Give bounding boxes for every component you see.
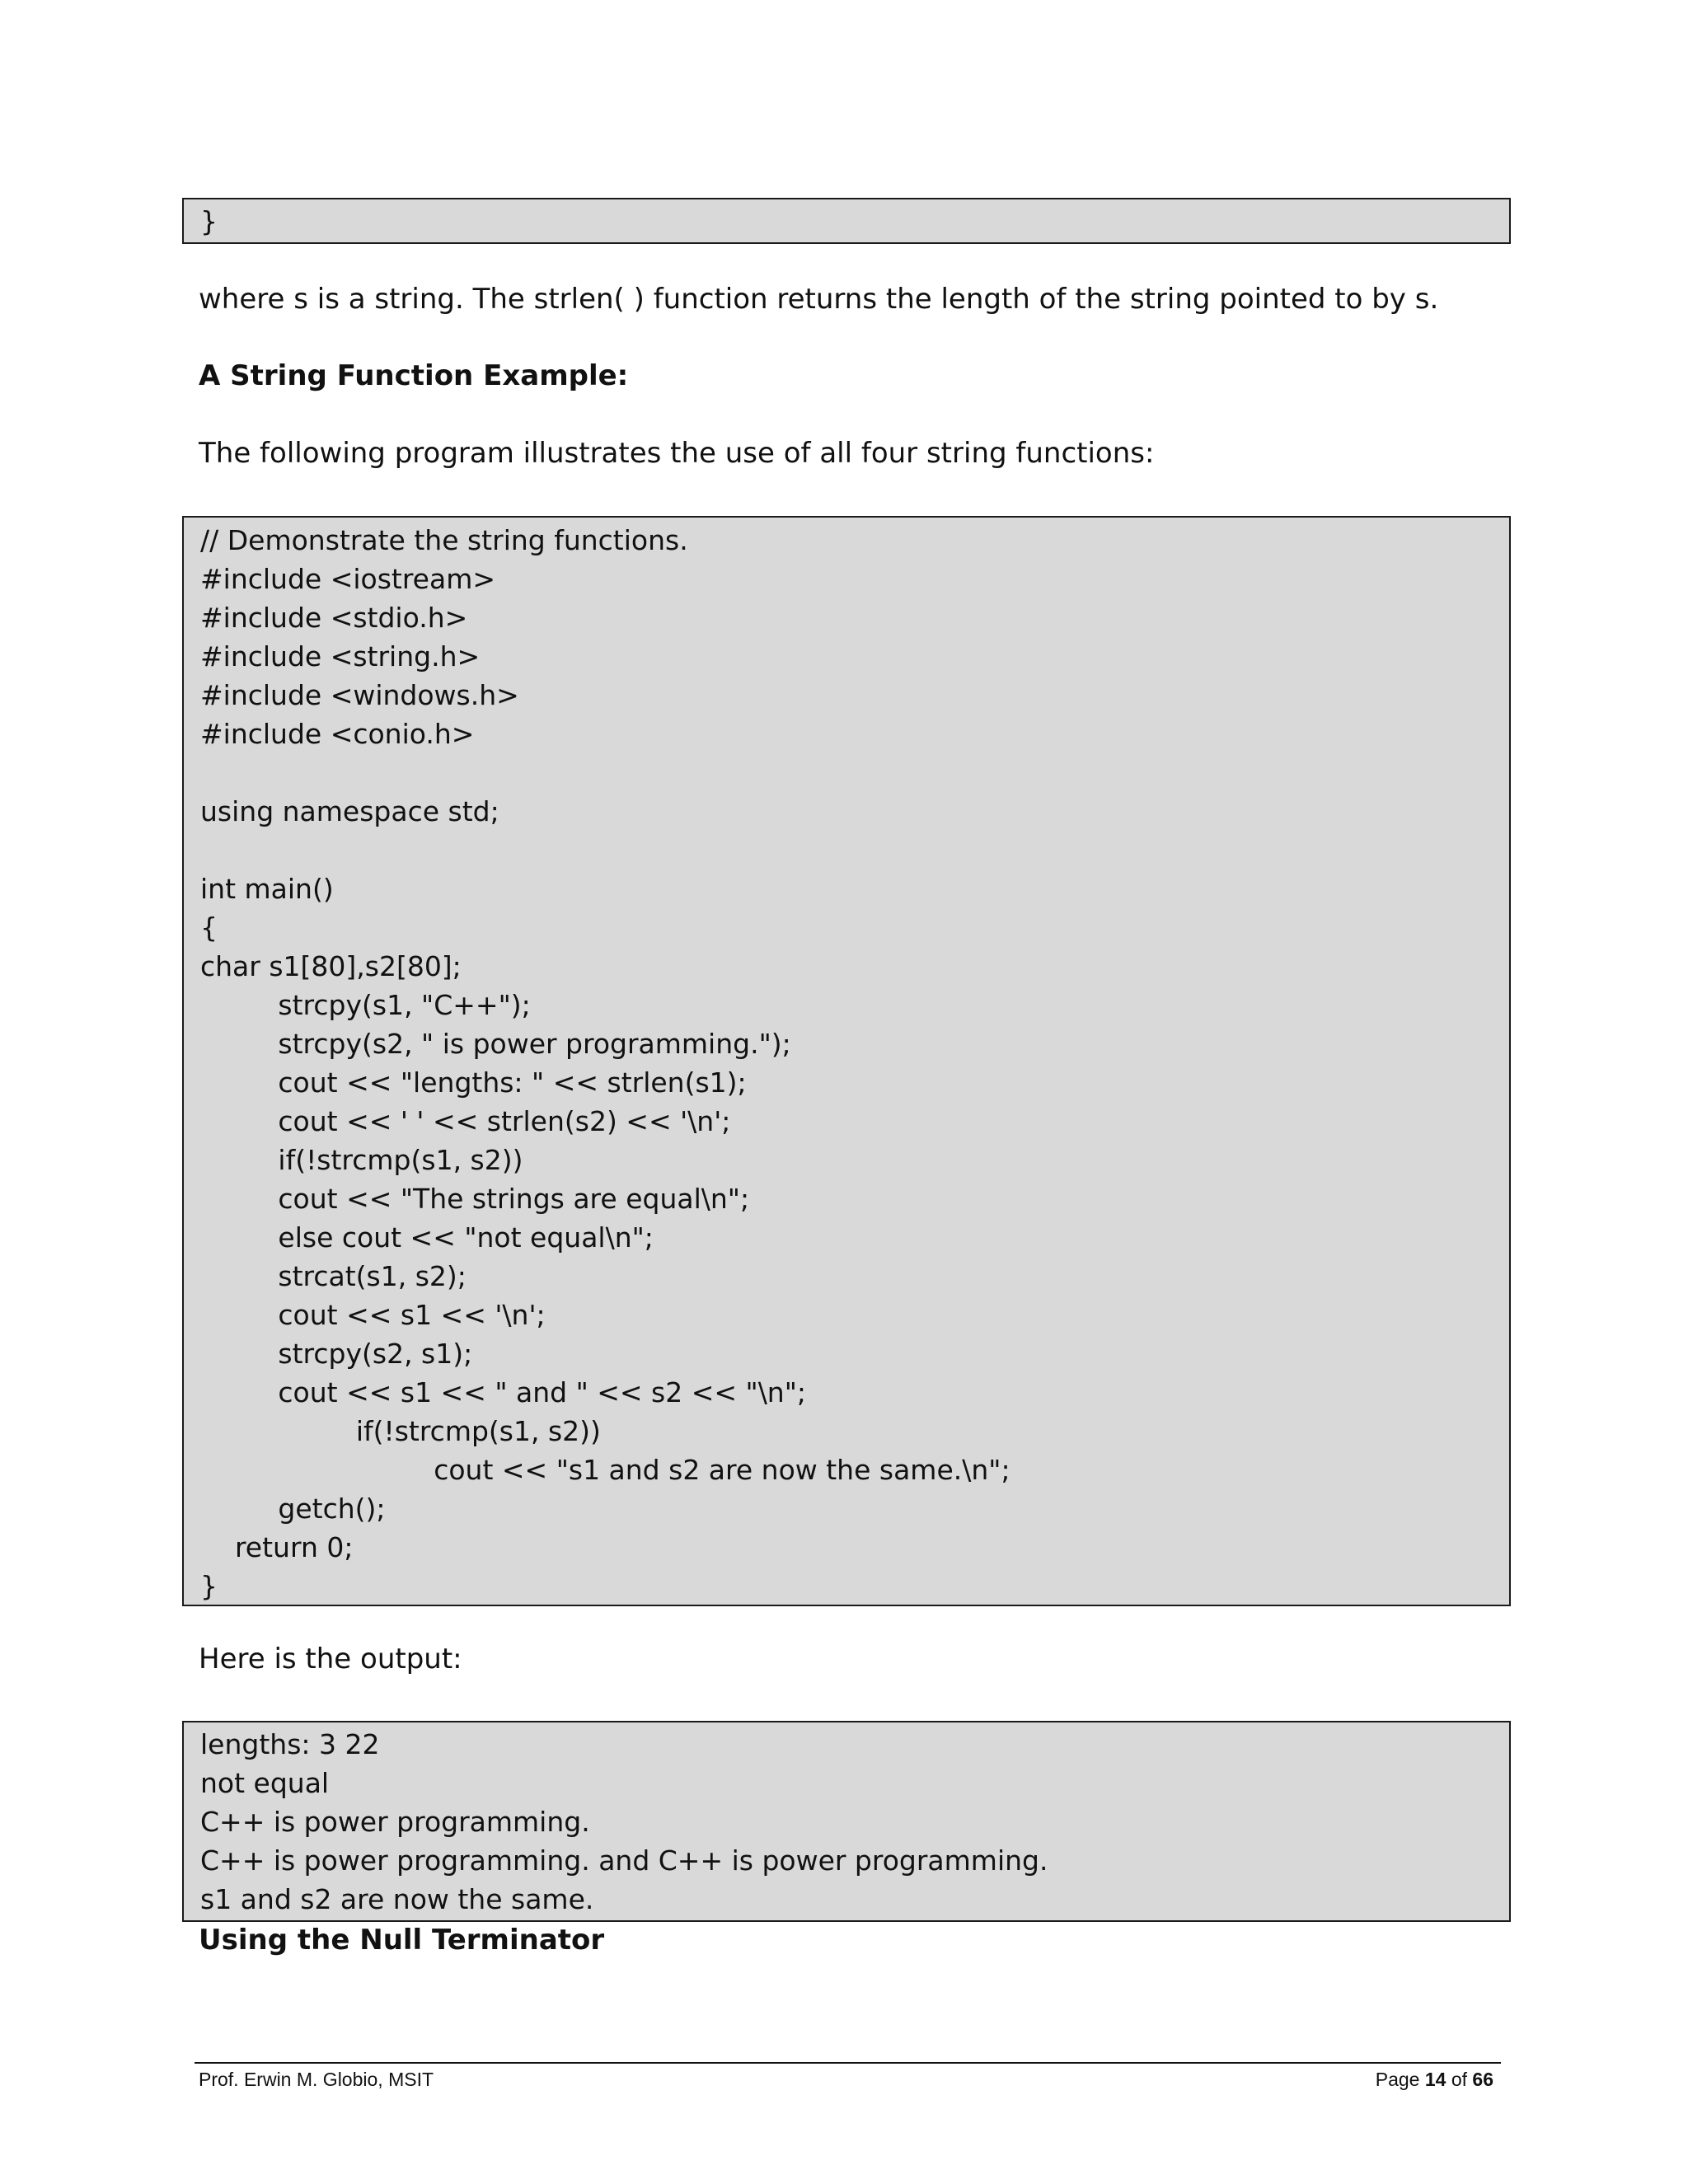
code-line: #include <string.h> (200, 640, 481, 673)
output-line: C++ is power programming. and C++ is power programming. (200, 1844, 1048, 1877)
output-line: C++ is power programming. (200, 1806, 590, 1838)
page-current: 14 (1424, 2069, 1447, 2090)
code-line: #include <conio.h> (200, 718, 475, 750)
output-line: lengths: 3 22 (200, 1728, 380, 1760)
output-line: not equal (200, 1767, 330, 1799)
intro-text: The following program illustrates the use of all four string functions: (199, 437, 1155, 470)
code-line (200, 831, 1509, 869)
footer-page-number (1376, 2067, 1493, 2092)
code-line: strcpy(s1, "C++"); (200, 989, 531, 1021)
footer-divider (195, 2062, 1501, 2064)
code-line: // Demonstrate the string functions. (200, 524, 688, 556)
code-box-output (182, 1721, 1511, 1922)
code-line: cout << s1 << '\n'; (200, 1299, 546, 1331)
output-line: s1 and s2 are now the same. (200, 1883, 594, 1915)
code-line: #include <iostream> (200, 563, 496, 595)
code-line: } (200, 205, 218, 237)
section-heading: A String Function Example: (199, 359, 629, 392)
code-line: cout << ' ' << strlen(s2) << '\n'; (200, 1105, 731, 1137)
code-line: if(!strcmp(s1, s2)) (200, 1415, 601, 1447)
code-line: strcpy(s2, s1); (200, 1338, 473, 1370)
code-line: cout << "lengths: " << strlen(s1); (200, 1066, 747, 1099)
code-line: } (200, 1570, 218, 1602)
code-line: char s1[80],s2[80]; (200, 950, 462, 982)
code-line: strcpy(s2, " is power programming."); (200, 1028, 791, 1060)
code-box-program (182, 516, 1511, 1606)
code-line: cout << "The strings are equal\n"; (200, 1183, 750, 1215)
strlen-description: where s is a string. The strlen( ) function returns the length of the string pointed to by s. (199, 283, 1439, 316)
code-line: using namespace std; (200, 795, 499, 827)
code-line: int main() (200, 873, 334, 905)
code-line: cout << s1 << " and " << s2 << "\n"; (200, 1376, 807, 1408)
output-intro: Here is the output: (199, 1643, 462, 1675)
code-line: { (200, 912, 218, 944)
code-line: cout << "s1 and s2 are now the same.\n"; (200, 1454, 1010, 1486)
code-line: getch(); (200, 1493, 386, 1525)
code-line (200, 753, 1509, 792)
page-of: of (1451, 2069, 1468, 2090)
code-line: strcat(s1, s2); (200, 1260, 467, 1292)
page-label: Page (1375, 2069, 1420, 2090)
page-total: 66 (1472, 2069, 1493, 2090)
code-line: if(!strcmp(s1, s2)) (200, 1144, 523, 1176)
section-heading-null-terminator: Using the Null Terminator (199, 1924, 605, 1957)
footer-author: Prof. Erwin M. Globio, MSIT (199, 2069, 434, 2090)
code-box-top (182, 198, 1511, 244)
code-line: return 0; (200, 1531, 354, 1563)
code-line: #include <stdio.h> (200, 602, 468, 634)
code-line: #include <windows.h> (200, 679, 519, 711)
code-line: else cout << "not equal\n"; (200, 1221, 654, 1254)
